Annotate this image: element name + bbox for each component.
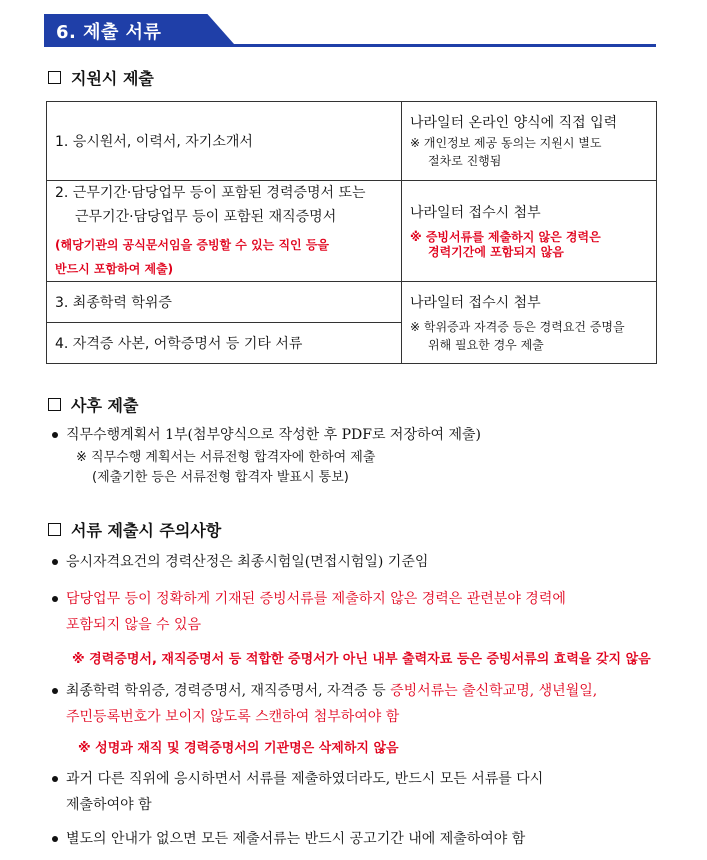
doc-item-text: 1. 응시원서, 이력서, 자기소개서 bbox=[55, 134, 253, 150]
list-item-text: 과거 다른 직위에 응시하면서 서류를 제출하였더라도, 반드시 모든 서류를 다시 bbox=[66, 771, 544, 787]
list-item-text: 포함되지 않을 수 있음 bbox=[66, 617, 202, 633]
table-row bbox=[47, 102, 657, 181]
list-item-text: 주민등록번호가 보이지 않도록 스캔하여 첨부하여야 함 bbox=[66, 709, 400, 725]
section-heading-text: 서류 제출시 주의사항 bbox=[71, 521, 222, 540]
list-item-red-text: 증빙서류는 출신학교명, 생년월일, bbox=[390, 683, 598, 699]
list-item-text: 직무수행계획서 1부(첨부양식으로 작성한 후 PDF로 저장하여 제출) bbox=[66, 427, 481, 443]
note-line: (제출기한 등은 서류전형 합격자 발표시 통보) bbox=[92, 470, 349, 485]
method-note-line: 절차로 진행됨 bbox=[428, 154, 502, 168]
table-row bbox=[47, 181, 657, 282]
doc-item-red-note: 반드시 포함하여 제출) bbox=[55, 262, 174, 276]
checkbox-square-icon bbox=[48, 398, 61, 411]
list-item-text: 별도의 안내가 없으면 모든 제출서류는 반드시 공고기간 내에 제출하여야 함 bbox=[66, 831, 526, 847]
bullet-icon bbox=[52, 559, 58, 565]
method-cell bbox=[402, 282, 657, 364]
bullet-icon bbox=[52, 836, 58, 842]
section-heading-text: 사후 제출 bbox=[71, 396, 139, 415]
doc-item-line: 근무기간·담당업무 등이 포함된 재직증명서 bbox=[75, 209, 337, 225]
table-row bbox=[47, 282, 657, 323]
method-main: 나라일터 접수시 첨부 bbox=[410, 294, 541, 311]
method-note-line: 위해 필요한 경우 제출 bbox=[428, 337, 544, 352]
doc-item-line: 2. 근무기간·담당업무 등이 포함된 경력증명서 또는 bbox=[55, 185, 366, 201]
section-heading-caution bbox=[48, 518, 221, 541]
doc-item-text: 4. 자격증 사본, 어학증명서 등 기타 서류 bbox=[55, 336, 303, 352]
method-main: 나라일터 접수시 첨부 bbox=[410, 205, 541, 221]
method-note bbox=[410, 318, 648, 354]
doc-item-red-note: (해당기관의 공식문서임을 증빙할 수 있는 직인 등을 bbox=[55, 238, 329, 252]
list-item-text: 최종학력 학위증, 경력증명서, 재직증명서, 자격증 등 bbox=[66, 683, 391, 699]
list-item bbox=[52, 828, 525, 850]
section-heading-apply bbox=[48, 66, 154, 89]
method-cell bbox=[402, 181, 657, 282]
doc-item-cell bbox=[47, 102, 402, 181]
list-item bbox=[52, 424, 481, 446]
list-item bbox=[52, 766, 543, 818]
post-note bbox=[76, 448, 375, 488]
bullet-icon bbox=[52, 432, 58, 438]
caution-note: ※ 경력증명서, 재직증명서 등 적합한 증명서가 아닌 내부 출력자료 등은 증빙서류의 효력을 갖지 않음 bbox=[72, 652, 651, 667]
method-red-note: ※ 증빙서류를 제출하지 않은 경력은 bbox=[410, 230, 601, 244]
doc-item-text: 3. 최종학력 학위증 bbox=[55, 295, 172, 311]
list-item-text: 담당업무 등이 정확하게 기재된 증빙서류를 제출하지 않은 경력은 관련분야 경력에 bbox=[66, 591, 566, 607]
list-item bbox=[52, 586, 566, 638]
section-banner bbox=[44, 14, 656, 46]
method-main: 나라일터 온라인 양식에 직접 입력 bbox=[410, 115, 618, 131]
method-note-line: ※ 학위증과 자격증 등은 경력요건 증명을 bbox=[410, 319, 625, 334]
doc-item-cell bbox=[47, 282, 402, 323]
list-item bbox=[52, 678, 597, 730]
document-table bbox=[46, 101, 657, 364]
note-line: ※ 직무수행 계획서는 서류전형 합격자에 한하여 제출 bbox=[76, 450, 376, 465]
caution-note: ※ 성명과 재직 및 경력증명서의 기관명은 삭제하지 않음 bbox=[78, 741, 399, 756]
doc-item-cell bbox=[47, 323, 402, 364]
list-item bbox=[52, 551, 428, 573]
method-note-line: ※ 개인정보 제공 동의는 지원시 별도 bbox=[410, 136, 602, 150]
section-heading-text: 지원시 제출 bbox=[71, 69, 154, 88]
list-item-text: 제출하여야 함 bbox=[66, 797, 152, 813]
doc-item-cell bbox=[47, 181, 402, 282]
checkbox-square-icon bbox=[48, 71, 61, 84]
method-note bbox=[410, 134, 648, 170]
method-cell bbox=[402, 102, 657, 181]
section-heading-post bbox=[48, 393, 138, 416]
bullet-icon bbox=[52, 596, 58, 602]
checkbox-square-icon bbox=[48, 523, 61, 536]
banner-title: 6. 제출 서류 bbox=[56, 22, 162, 43]
list-item-text: 응시자격요건의 경력산정은 최종시험일(면접시험일) 기준임 bbox=[66, 554, 429, 570]
banner-underline bbox=[44, 44, 656, 47]
bullet-icon bbox=[52, 776, 58, 782]
bullet-icon bbox=[52, 688, 58, 694]
method-red-note: 경력기간에 포함되지 않음 bbox=[428, 245, 564, 259]
